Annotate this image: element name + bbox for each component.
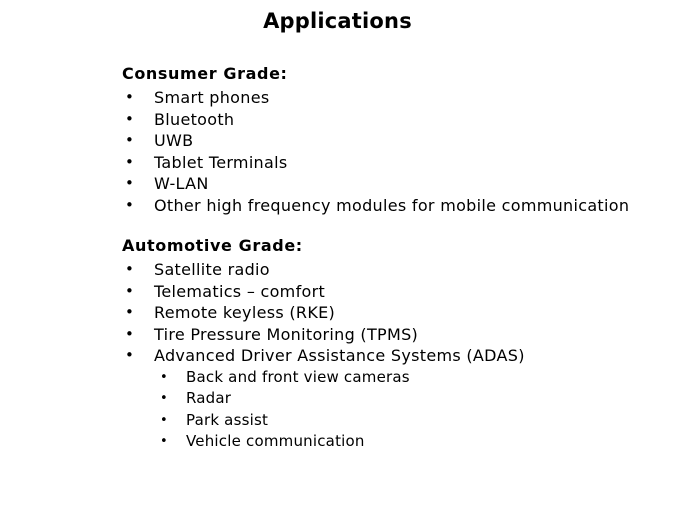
list-item	[122, 324, 642, 346]
section-heading-automotive-grade: Automotive Grade:	[122, 236, 303, 255]
list-item-label: Smart phones	[154, 88, 270, 107]
list-item-label: Other high frequency modules for mobile communication	[154, 195, 630, 215]
list-item	[122, 345, 642, 367]
section-consumer-grade	[122, 63, 642, 216]
list-item	[122, 109, 642, 131]
list-item-label: UWB	[154, 131, 194, 150]
bullet-marker-icon: •	[125, 346, 135, 364]
bullet-list-automotive-grade	[122, 259, 642, 367]
list-item-label: Radar	[186, 389, 232, 407]
list-item-label: Telematics – comfort	[154, 281, 326, 301]
bullet-marker-icon: •	[125, 131, 135, 149]
list-item	[122, 367, 642, 389]
list-item	[122, 410, 642, 432]
list-item-label: W-LAN	[154, 174, 209, 193]
bullet-marker-icon: •	[125, 174, 135, 192]
slide-body	[122, 63, 642, 453]
sub-bullet-marker-icon: •	[160, 434, 168, 449]
bullet-marker-icon: •	[125, 281, 135, 300]
list-item-label: Tablet Terminals	[154, 152, 288, 172]
sub-bullet-marker-icon: •	[160, 391, 168, 406]
bullet-marker-icon: •	[125, 109, 135, 128]
bullet-marker-icon: •	[125, 303, 135, 321]
bullet-marker-icon: •	[125, 152, 135, 171]
list-item	[122, 388, 642, 410]
section-automotive-grade	[122, 235, 642, 453]
list-item	[122, 195, 642, 217]
list-item	[122, 431, 642, 453]
list-item	[122, 259, 642, 281]
list-item-label: Bluetooth	[154, 109, 235, 129]
list-item	[122, 130, 642, 152]
list-item-label: Back and front view cameras	[186, 367, 410, 386]
list-item	[122, 152, 642, 174]
list-item-label: Tire Pressure Monitoring (TPMS)	[154, 324, 419, 344]
bullet-marker-icon: •	[125, 195, 135, 214]
list-item	[122, 173, 642, 195]
list-item-label: Vehicle communication	[186, 432, 365, 450]
list-item-label: Remote keyless (RKE)	[154, 303, 336, 322]
sub-bullet-marker-icon: •	[160, 369, 168, 385]
list-item-label: Park assist	[186, 410, 269, 429]
list-item-label: Satellite radio	[154, 260, 270, 279]
list-item	[122, 281, 642, 303]
list-item-label: Advanced Driver Assistance Systems (ADAS)	[154, 346, 525, 365]
sub-bullet-marker-icon: •	[160, 412, 168, 428]
section-heading-consumer-grade: Consumer Grade:	[122, 64, 288, 83]
sub-bullet-list-adas	[122, 367, 642, 453]
bullet-marker-icon: •	[125, 260, 135, 278]
bullet-marker-icon: •	[125, 324, 135, 343]
list-item	[122, 302, 642, 324]
bullet-marker-icon: •	[125, 88, 135, 106]
page-title: Applications	[263, 9, 412, 33]
list-item	[122, 87, 642, 109]
section-spacer	[122, 216, 642, 235]
bullet-list-consumer-grade	[122, 87, 642, 216]
